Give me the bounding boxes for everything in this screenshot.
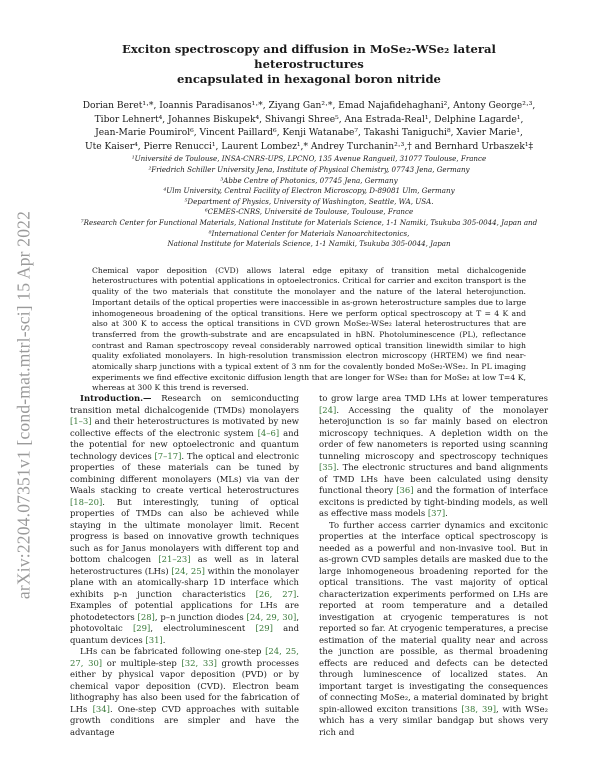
body-paragraph [319, 520, 548, 739]
body-paragraph [319, 393, 548, 520]
title-line-1: Exciton spectroscopy and diffusion in MoSe₂-WSe₂ lateral heterostructures [122, 42, 496, 71]
affiliation: ⁶CEMES-CNRS, Université de Toulouse, Toulouse, France [204, 207, 414, 217]
citation-link[interactable]: [4–6] [257, 427, 280, 438]
author-line: Tibor Lehnert⁴, Johannes Biskupek⁴, Shivangi Shree⁵, Ana Estrada-Real¹, Delphine Lagarde¹, [94, 114, 524, 125]
citation-link[interactable]: [7–17] [154, 450, 182, 461]
body-text: and their heterostructures is motivated by new collective effects of the electronic system [70, 416, 299, 438]
body-text: , with WSe₂ which has a very similar bandgap but shows very rich and [319, 703, 548, 737]
citation-link[interactable]: [28] [137, 611, 155, 622]
citation-link[interactable]: [38, 39] [461, 703, 496, 714]
body-text: , photovoltaic [70, 611, 300, 633]
paper-header [70, 42, 548, 394]
affiliation: National Institute for Materials Science, 1-1 Namiki, Tsukuba 305-0044, Japan [167, 239, 451, 249]
citation-link[interactable]: [29] [255, 623, 273, 633]
arxiv-identifier: arXiv:2204.07351v1 [cond-mat.mtrl-sci] 15 Apr 2022 [13, 210, 34, 600]
affiliation: ¹Université de Toulouse, INSA-CNRS-UPS, LPCNO, 135 Avenue Rangueil, 31077 Toulouse, France [131, 154, 487, 164]
section-heading: Introduction.— [80, 393, 152, 403]
citation-link[interactable]: [24, 25, 27, 30] [70, 646, 299, 668]
arxiv-sidebar-id [12, 190, 36, 620]
body-text: within the monolayer plane with an atomically-sharp 1D interface which exhibits p-n junction characteristics [70, 565, 300, 599]
citation-link[interactable]: [29] [133, 623, 151, 633]
author-line: Ute Kaiser⁴, Pierre Renucci¹, Laurent Lombez¹,* Andrey Turchanin²·³,† and Bernhard Urbaszek¹‡ [84, 141, 534, 152]
body-columns [70, 393, 548, 738]
affiliation-list [70, 154, 548, 249]
body-text: To further access carrier dynamics and excitonic properties at the interface optical spectroscopy is needed as a powerful and non-invasive tool. But in as-grown CVD samples details are masked due to the large inhomogeneous broadening reported for the optical transitions. The vast majority of optical characterization experiments performed on LHs are reported at room temperature and a detailed investigation at cryogenic temperatures is not reported so far. At cryogenic temperatures, a precise estimation of the material quality near and across the junction are possible, as thermal broadening effects are reduced and defects can be detected through luminescence of localized states. An important target is investigating the consequences of connecting MoSe₂, a material dominated by bright spin-allowed exciton transitions [319, 519, 548, 714]
body-text: and the formation of interface excitons is predicted by tight-binding models, as well as effective mass models [319, 485, 548, 518]
affiliation: ⁷Research Center for Functional Materials, National Institute for Materials Science, 1-1 Namiki, Tsukuba 305-0044, Japan and [80, 217, 538, 227]
citation-link[interactable]: [35] [319, 462, 337, 472]
paper-title [70, 42, 548, 87]
right-column [319, 393, 548, 738]
body-text: Research on semiconducting transition metal dichalcogenide (TMDs) monolayers [70, 393, 299, 415]
body-text: growth processes either by physical vapor deposition (PVD) or by chemical vapor deposition (CVD). Electron beam lithography has also been used for the fabrication of LHs [70, 657, 299, 714]
affiliation: ⁴Ulm University, Central Facility of Electron Microscopy, D-89081 Ulm, Germany [163, 186, 455, 196]
citation-link[interactable]: [37] [427, 508, 446, 518]
abstract: Chemical vapor deposition (CVD) allows lateral edge epitaxy of transition metal dichalcogenide heterostructures with potential applications in optoelectronics. Critical for carrier and exciton transport is the quality of the two materials that constitute the monolayer and the nature of the lateral heterojunction. Important details of the optical properties were inaccessible in as-grown heterostructure samples due to large inhomogeneous broadening of the optical transitions. Here we perform optical spectroscopy at T = 4 K and also at 300 K to access the optical transitions in CVD grown MoSe₂-WSe₂ lateral heterostructures that are transferred from the growth-substrate and are encapsulated in hBN. Photoluminescence (PL), reflectance contrast and Raman spectroscopy reveal considerably narrowed optical transition linewidth similar to high quality exfoliated monolayers. In high-resolution transmission electron microscopy (HRTEM) we find near-atomically sharp junctions with a typical extent of 3 nm for the covalently bonded MoSe₂-WSe₂. In PL imaging experiments we find effective excitonic diffusion length that are longer for WSe₂ than for MoSe₂ at low T=4 K, whereas at 300 K this trend is reversed. [92, 265, 526, 393]
citation-link[interactable]: [1–3] [70, 416, 92, 426]
body-text: or multiple-step [102, 657, 182, 668]
citation-link[interactable]: [18–20] [70, 496, 103, 507]
body-text: to grow large area TMD LHs at lower temperatures [319, 393, 548, 403]
body-text: , electroluminescent [150, 623, 256, 633]
body-text: . The optical and electronic properties of these materials can be tuned by combining different monolayers (MLs) via van der Waals stacking to create vertical heterostructures [70, 450, 299, 495]
affiliation: ⁸International Center for Materials Nanoarchitectonics, [208, 228, 410, 238]
left-column [70, 393, 299, 738]
body-text: and the potential for new optoelectronic and quantum technology devices [70, 427, 299, 461]
citation-link[interactable]: [26, 27] [255, 588, 297, 599]
body-text: , p–n junction diodes [154, 611, 247, 622]
body-text: . One-step CVD approaches with suitable growth conditions are simpler and have the advantage [70, 703, 299, 737]
body-text: . The electronic structures and band alignments of TMD LHs have been calculated using density functional theory [319, 462, 548, 495]
body-text: and quantum devices [70, 623, 299, 645]
body-text: LHs can be fabricated following one-step [80, 646, 266, 656]
citation-link[interactable]: [24, 29, 30] [246, 611, 297, 622]
citation-link[interactable]: [31] [145, 634, 163, 645]
citation-link[interactable]: [24, 25] [171, 565, 205, 576]
title-line-2: encapsulated in hexagonal boron nitride [177, 72, 441, 86]
citation-link[interactable]: [34] [92, 703, 110, 714]
citation-link[interactable]: [24] [319, 404, 337, 415]
affiliation: ³Abbe Centre of Photonics, 07745 Jena, Germany [220, 175, 398, 185]
body-text: . But interestingly, tuning of optical properties of TMDs can also be achieved while staying in the ultimate monolayer limit. Recent progress is based on innovative growth techniques such as for Janus monolayers with different top and bottom chalcogen [70, 496, 299, 564]
affiliation: ⁵Department of Physics, University of Washington, Seattle, WA, USA. [184, 196, 434, 206]
affiliation: ²Friedrich Schiller University Jena, Institute of Physical Chemistry, 07743 Jena, Germany [148, 164, 470, 174]
author-line: Jean-Marie Poumirol⁶, Vincent Paillard⁶, Kenji Watanabe⁷, Takashi Taniguchi⁸, Xavier Marie¹, [95, 128, 523, 139]
citation-link[interactable]: [36] [396, 485, 414, 495]
citation-link[interactable]: [32, 33] [181, 657, 217, 668]
body-text: . [445, 508, 448, 518]
body-text: . [162, 634, 166, 645]
body-paragraph [70, 646, 299, 738]
author-list [70, 100, 548, 154]
body-text: as well as in lateral heterostructures (LHs) [70, 554, 299, 576]
author-line: Dorian Beret¹·*, Ioannis Paradisanos¹·*, Ziyang Gan²·*, Emad Najafidehaghani², Antony George²·³, [82, 101, 536, 111]
body-text: . Examples of potential applications for LHs are photodetectors [70, 588, 299, 622]
citation-link[interactable]: [21–23] [158, 554, 191, 564]
intro-paragraph [70, 393, 299, 646]
body-text: . Accessing the quality of the monolayer heterojunction is so far mainly based on electron microscopy techniques. A depletion width on the order of few nanometers is reported using scanning tunneling microscopy and spectroscopy techniques [319, 404, 548, 461]
